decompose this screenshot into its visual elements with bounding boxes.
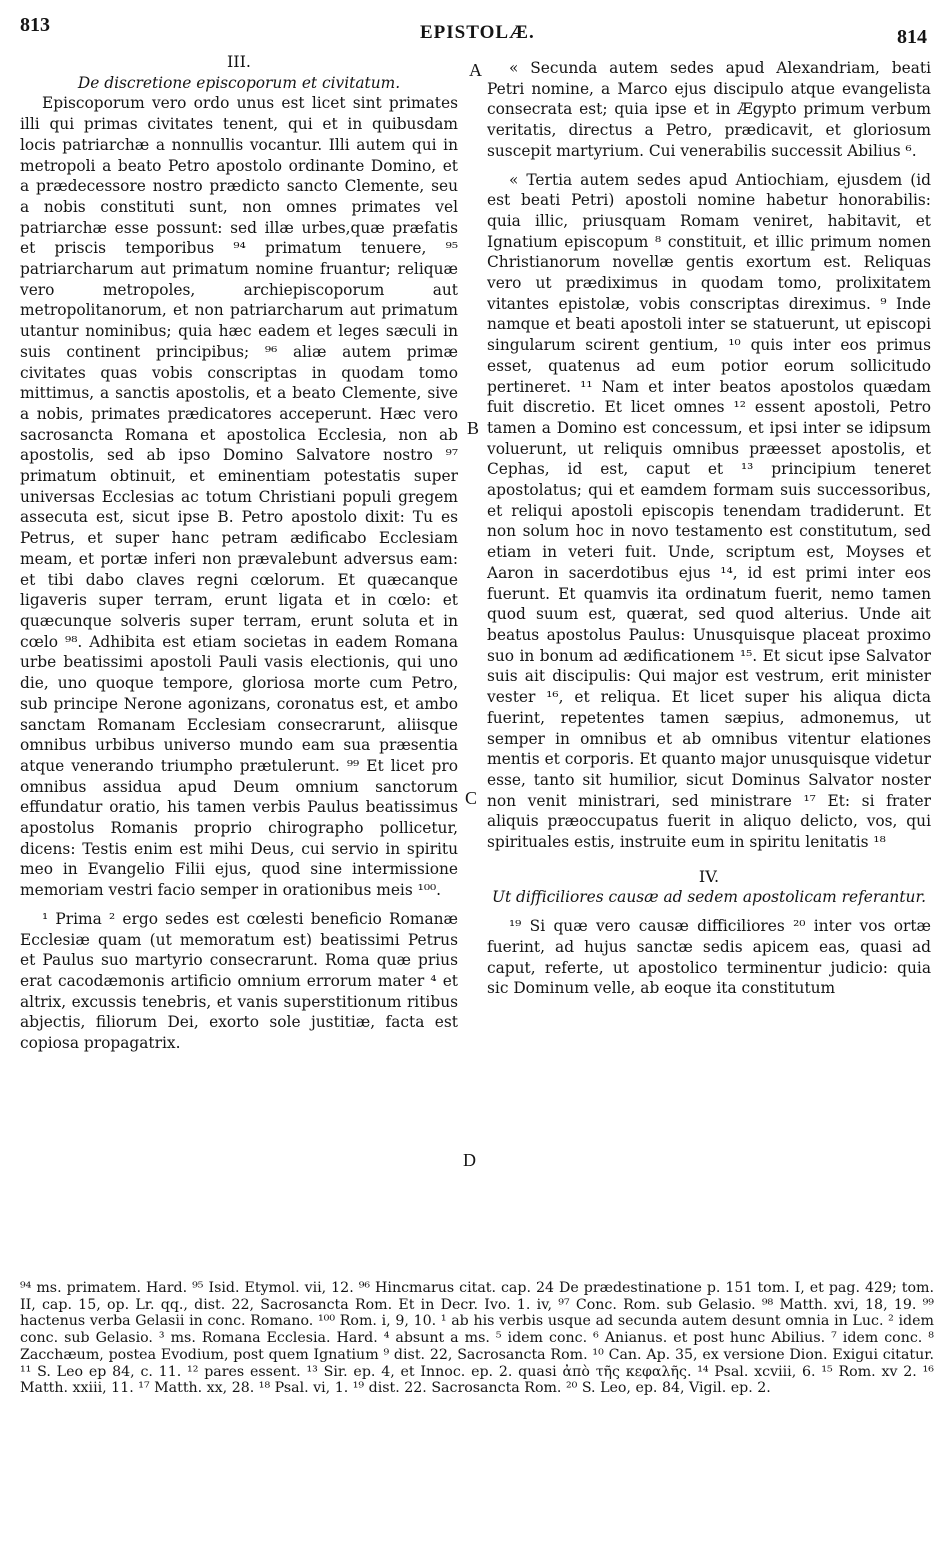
footnotes: ⁹⁴ ms. primatem. Hard. ⁹⁵ Isid. Etymol. vii, 12. ⁹⁶ Hincmarus citat. cap. 24 De prædestinatione p. 151 tom. I, et pag. 429; tom. II, cap. 15, op. Lr. qq., dist. 22, Sacrosancta Rom. Et in Decr. Ivo. 1. iv, ⁹⁷ Conc. Rom. sub Gelasio. ⁹⁸ Matth. xvi, 18, 19. ⁹⁹ hactenus verba Gelasii in conc. Romano. ¹⁰⁰ Rom. i, 9, 10. ¹ ab his verbis usque ad secunda autem desunt omnia in Luc. ² idem conc. sub Gelasio. ³ ms. Romana Ecclesia. Hard. ⁴ absunt a ms. ⁵ idem conc. ⁶ Anianus. et post hunc Abilius. ⁷ idem conc. ⁸ Zacchæum, postea Evodium, post quem Ignatium ⁹ dist. 22, Sacrosancta Rom. ¹⁰ Can. Ap. 35, ex versione Dion. Exigui citatur. ¹¹ S. Leo ep 84, c. 11. ¹² pares essent. ¹³ Sir. ep. 4, et Innoc. ep. 2. quasi ἀπὸ τῆς κεφαλῆς. ¹⁴ Psal. xcviii, 6. ¹⁵ Rom. xv 2. ¹⁶ Matth. xxiii, 11. ¹⁷ Matth. xx, 28. ¹⁸ Psal. vi, 1. ¹⁹ dist. 22. Sacrosancta Rom. ²⁰ S. Leo, ep. 84, Vigil. ep. 2. — [20, 1280, 934, 1397]
margin-letter-b: B — [467, 418, 480, 438]
section-number-iv: IV. — [698, 866, 720, 886]
paragraph: ¹ Prima ² ergo sedes est cœlesti beneficio Romanæ Ecclesiæ quam (ut memoratum est) beatissimi Petrus et Paulus suo martyrio consecrarunt. Roma quæ prius erat cacodæmonis artificio omnium errorum mater ⁴ et altrix, excussis tenebris, et vanis superstitionum ritibus abjectis, filiorum Dei, exorto sole justitiæ, facta est copiosa propagatrix. — [20, 909, 458, 1053]
section-number-iii: III. — [226, 52, 252, 71]
page-number-left: 813 — [20, 14, 50, 36]
paragraph: ¹⁹ Si quæ vero causæ difficiliores ²⁰ inter vos ortæ fuerint, ad hujus sanctæ sedis apicem eas, quasi ad caput, referte, ut apostolico terminentur judicio: quia sic Dominum velle, ab eoque ita constitutum — [487, 917, 931, 998]
margin-letter-c: C — [465, 788, 478, 808]
left-column — [20, 52, 458, 1054]
paragraph: « Tertia autem sedes apud Antiochiam, ejusdem (id est beati Petri) apostoli nomine habetur honorabilis: quia illic, priusquam Romam veniret, habitavit, et Ignatium episcopum ⁸ constituit, et illic primum nomen Christianorum novellæ gentis exortum est. Reliquas vero ut prædiximus in quodam tomo, prolixitatem vitantes epistolæ, vobis conscriptas direximus. ⁹ Inde namque et beati apostoli inter se statuerunt, ut episcopi singularum scirent gentium, ¹⁰ quis inter eos primus esset, quatenus ad eum potior eorum sollicitudo pertineret. ¹¹ Nam et inter beatos apostolos quædam fuit discretio. Et licet omnes ¹² essent apostoli, Petro tamen a Domino est concessum, et ipsi inter se idipsum voluerunt, ut reliquis omnibus præesset apostolis, et Cephas, id est, caput et ¹³ principium teneret apostolatus; qui et eamdem formam suis successoribus, et reliqui apostoli episcopis tenendam tradiderunt. Et non solum hoc in novo testamento est constitutum, sed etiam in veteri fuit. Unde, scriptum est, Moyses et Aaron in sacerdotibus ejus ¹⁴, id est primi inter eos fuerunt. Et quamvis ita ordinatum fuerit, nemo tamen quod suum est, quærat, sed quod alterius. Unde ait beatus apostolus Paulus: Unusquisque placeat proximo suo in bonum ad ædificationem ¹⁵. Et sicut ipse Salvator suis ait discipulis: Qui major est vestrum, erit minister vester ¹⁶, et reliqua. Et licet super his aliqua dicta fuerint, repetentes tamen sæpius, admonemus, ut semper in omnibus et ab omnibus vitentur elationes mentis et corporis. Et quanto major unusquisque videtur esse, tanto sit humilior, sicut Dominus Salvator noster non venit ministrari, sed ministrare ¹⁷ Et: si frater aliquis præoccupatus fuerit in aliquo delicto, vos, qui spirituales estis, instruite eum in spiritu lenitatis ¹⁸ — [487, 170, 931, 852]
paragraph: Episcoporum vero ordo unus est licet sint primates illi qui primas civitates tenent, qui et in quibusdam locis patriarchæ a nonnullis vocantur. Illi autem qui in metropoli a beato Petro apostolo ordinante Domino, et a prædecessore nostro prædicto sancto Clemente, seu a nobis constituti sunt, non omnes primates vel patriarchæ esse possunt: sed illæ urbes,quæ præfatis et priscis temporibus ⁹⁴ primatum tenuere, ⁹⁵ patriarcharum aut primatum nomine fruantur; reliquæ vero metropoles, archiepiscoporum aut metropolitanorum, et non patriarcharum aut primatum utantur nominibus; quia hæc eadem et leges sæculi in suis continent principibus; ⁹⁶ aliæ autem primæ civitates quas vobis conscriptas in quodam tomo mittimus, a sanctis apostolis, et a beato Clemente, sive a nobis, primates prædicatores acceperunt. Hæc vero sacrosancta Romana et apostolica Ecclesia, non ab apostolis, sed ab ipso Domino Salvatore nostro ⁹⁷ primatum obtinuit, et eminentiam potestatis super universas Ecclesias ac totum Christiani populi gregem assecuta est, sicut ipse B. Petro apostolo dixit: Tu es Petrus, et super hanc petram ædificabo Ecclesiam meam, et portæ inferi non prævalebunt adversus eam: et tibi dabo claves regni cœlorum. Et quæcanque ligaveris super terram, erunt ligata et in cœlo: et quæcunque solveris super terram, erunt soluta et in cœlo ⁹⁸. Adhibita est etiam societas in eadem Romana urbe beatissimi apostoli Pauli vasis electionis, qui uno die, uno quoque tempore, gloriosa morte cum Petro, sub principe Nerone agonizans, coronatus est, et ambo sanctam Romanam Ecclesiam consecrarunt, aliisque omnibus urbibus universo mundo eam sua præsentia atque venerando triumpho prætulerunt. ⁹⁹ Et licet pro omnibus assidua apud Deum omnium sanctorum effundatur oratio, his tamen verbis Paulus beatissimus apostolus Romanis proprio chirographo pollicetur, dicens: Testis enim est mihi Deus, cui servio in spiritu meo in Evangelio Filii ejus, quod sine intermissione memoriam vestri facio semper in orationibus meis ¹⁰⁰. — [20, 94, 458, 900]
right-column — [487, 58, 931, 999]
paragraph: « Secunda autem sedes apud Alexandriam, beati Petri nomine, a Marco ejus discipulo atque evangelista consecrata est; quia ipse et in Ægypto primum verbum veritatis, directus a Petro, prædicavit, et gloriosum suscepit martyrium. Cui venerabilis successit Abilius ⁶. — [487, 59, 931, 160]
section-title-iii: De discretione episcoporum et civitatum. — [77, 73, 401, 92]
running-title: EPISTOLÆ. — [420, 22, 535, 43]
margin-letter-a: A — [469, 60, 482, 80]
section-title-iv: Ut difficiliores causæ ad sedem apostolicam referantur. — [491, 888, 927, 907]
margin-letter-d: D — [463, 1150, 476, 1170]
page-number-right: 814 — [897, 26, 927, 48]
